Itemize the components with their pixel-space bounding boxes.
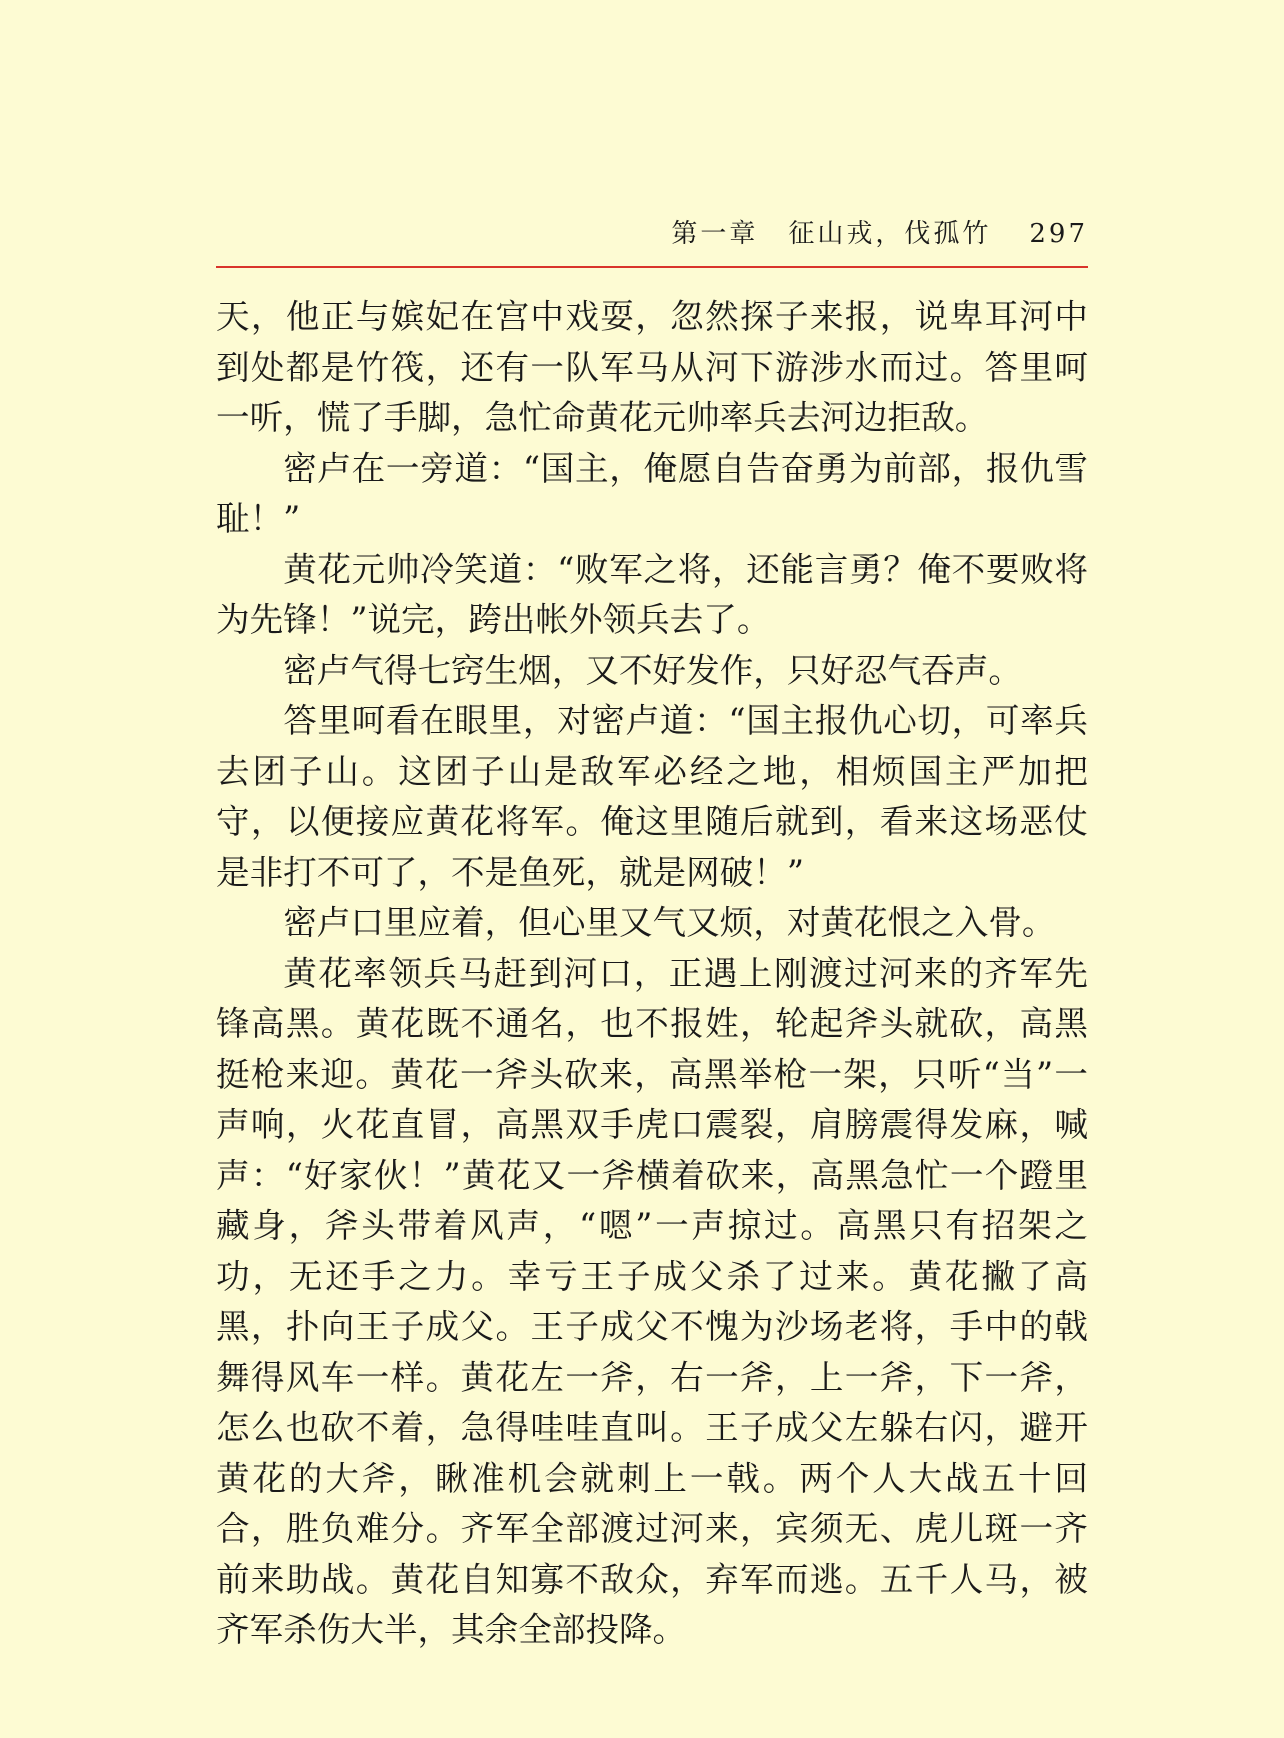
chapter-label: 第一章	[671, 219, 759, 249]
paragraph: 密卢口里应着，但心里又气又烦，对黄花恨之入骨。	[283, 903, 1056, 942]
chapter-title: 征山戎，伐孤竹	[788, 219, 992, 249]
running-header	[216, 218, 1088, 250]
paragraph: 天，他正与嫔妃在宫中戏耍，忽然探子来报，说卑耳河中到处都是竹筏，还有一队军马从河下游涉水而过。答里呵一听，慌了手脚，急忙命黄花元帅率兵去河边拒敌。	[216, 297, 1088, 437]
paragraph: 黄花元帅冷笑道：“败军之将，还能言勇？俺不要败将为先锋！”说完，跨出帐外领兵去了。	[216, 549, 1088, 639]
paragraph: 密卢在一旁道：“国主，俺愿自告奋勇为前部，报仇雪耻！”	[216, 448, 1088, 538]
paragraph: 黄花率领兵马赶到河口，正遇上刚渡过河来的齐军先锋高黑。黄花既不通名，也不报姓，轮起斧头就砍，高黑挺枪来迎。黄花一斧头砍来，高黑举枪一架，只听“当”一声响，火花直冒，高黑双手虎口震裂，肩膀震得发麻，喊声：“好家伙！”黄花又一斧横着砍来，高黑急忙一个蹬里藏身，斧头带着风声，“嗯”一声掠过。高黑只有招架之功，无还手之力。幸亏王子成父杀了过来。黄花撇了高黑，扑向王子成父。王子成父不愧为沙场老将，手中的戟舞得风车一样。黄花左一斧，右一斧，上一斧，下一斧，怎么也砍不着，急得哇哇直叫。王子成父左躲右闪，避开黄花的大斧，瞅准机会就刺上一戟。两个人大战五十回合，胜负难分。齐军全部渡过河来，宾须无、虎儿斑一齐前来助战。黄花自知寡不敌众，弃军而逃。五千人马，被齐军杀伤大半，其余全部投降。	[216, 953, 1088, 1649]
page-number: 297	[1029, 219, 1088, 249]
paragraph: 答里呵看在眼里，对密卢道：“国主报仇心切，可率兵去团子山。这团子山是敌军必经之地，相烦国主严加把守，以便接应黄花将军。俺这里随后就到，看来这场恶仗是非打不可了，不是鱼死，就是网破！”	[216, 701, 1088, 892]
header-rule	[216, 266, 1088, 268]
body-text	[216, 292, 1088, 1656]
paragraph: 密卢气得七窍生烟，又不好发作，只好忍气吞声。	[283, 650, 1022, 690]
